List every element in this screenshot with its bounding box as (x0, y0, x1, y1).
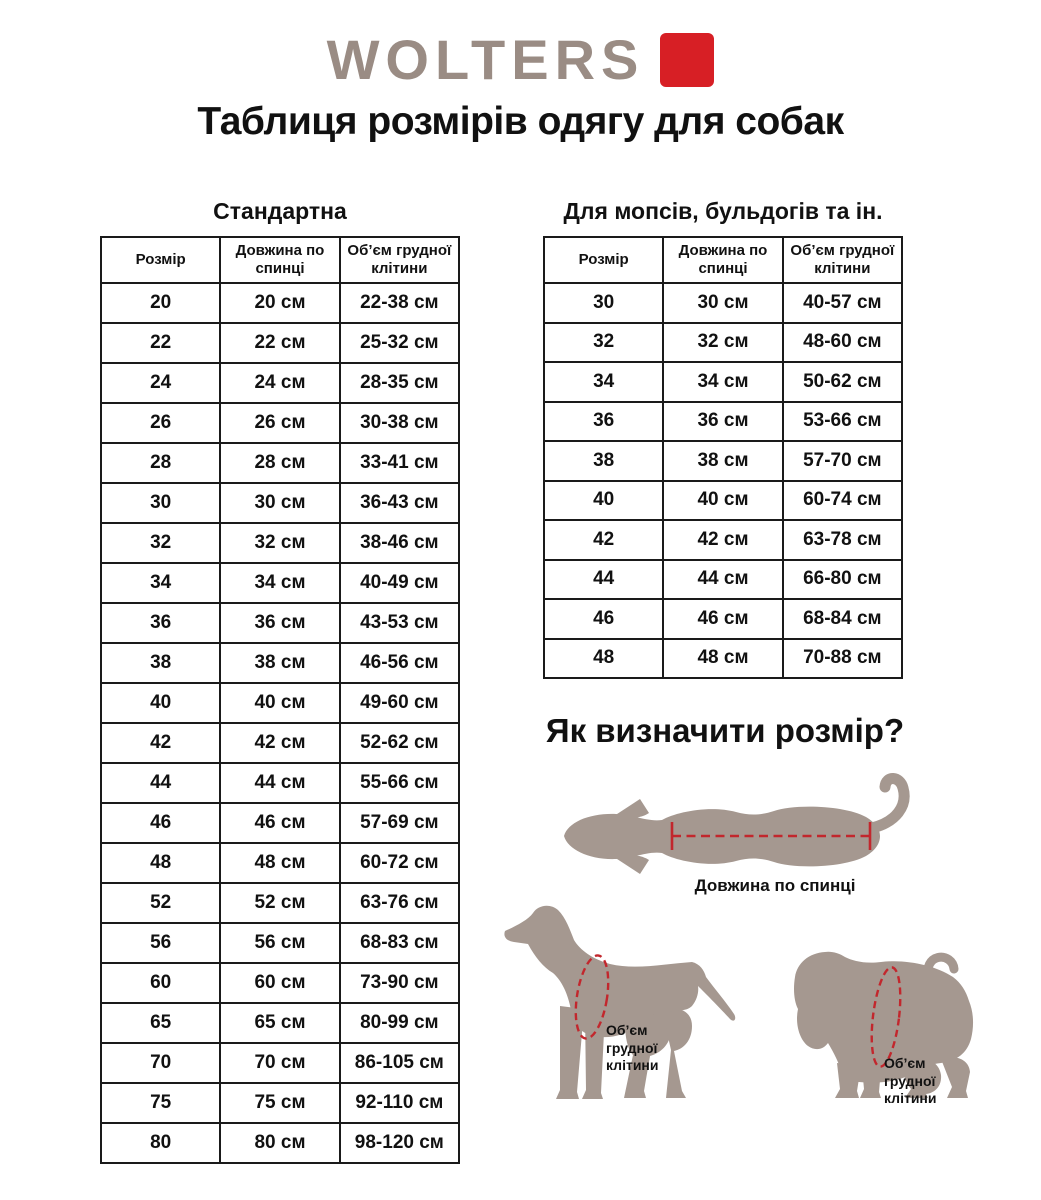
table-cell: 48 (101, 843, 220, 883)
table-cell: 48 см (220, 843, 339, 883)
table-cell: 26 (101, 403, 220, 443)
table-row (544, 520, 902, 560)
table-cell: 34 (544, 362, 663, 402)
table-cell: 40-57 см (783, 283, 902, 323)
table-cell: 40 см (220, 683, 339, 723)
table-cell: 52 см (220, 883, 339, 923)
table-row (544, 362, 902, 402)
table-cell: 36-43 см (340, 483, 459, 523)
standard-table-section (100, 196, 460, 1164)
table-cell: 73-90 см (340, 963, 459, 1003)
table-row (544, 441, 902, 481)
column-header-back-length: Довжина по спинці (663, 237, 782, 283)
table-cell: 53-66 см (783, 402, 902, 442)
table-row (101, 363, 459, 403)
table-cell: 75 см (220, 1083, 339, 1123)
table-cell: 32 см (220, 523, 339, 563)
table-cell: 48-60 см (783, 323, 902, 363)
table-row (101, 1003, 459, 1043)
table-cell: 75 (101, 1083, 220, 1123)
table-row (101, 603, 459, 643)
table-cell: 80 (101, 1123, 220, 1163)
table-row (101, 763, 459, 803)
column-header-size: Розмір (101, 237, 220, 283)
table-row (101, 443, 459, 483)
table-cell: 36 (101, 603, 220, 643)
table-row (544, 639, 902, 679)
table-cell: 42 см (663, 520, 782, 560)
table-cell: 32 см (663, 323, 782, 363)
header-row (544, 237, 902, 283)
table-row (101, 323, 459, 363)
table-cell: 46 (544, 599, 663, 639)
standard-table-title: Стандартна (213, 198, 347, 224)
table-cell: 70-88 см (783, 639, 902, 679)
dog-tail (872, 778, 904, 828)
table-cell: 98-120 см (340, 1123, 459, 1163)
table-cell: 42 (544, 520, 663, 560)
table-cell: 70 (101, 1043, 220, 1083)
table-cell: 80-99 см (340, 1003, 459, 1043)
table-cell: 28 (101, 443, 220, 483)
table-cell: 65 см (220, 1003, 339, 1043)
table-cell: 38 (101, 643, 220, 683)
table-row (101, 683, 459, 723)
table-cell: 49-60 см (340, 683, 459, 723)
table-row (544, 481, 902, 521)
dog-ear (614, 855, 649, 874)
table-cell: 36 см (663, 402, 782, 442)
table-cell: 30-38 см (340, 403, 459, 443)
table-row (101, 483, 459, 523)
dog-top-view-illustration (552, 772, 920, 878)
table-cell: 22 см (220, 323, 339, 363)
table-cell: 42 см (220, 723, 339, 763)
table-cell: 70 см (220, 1043, 339, 1083)
chest-label-left: Об’єм грудної клітини (606, 1022, 659, 1073)
table-cell: 44 (544, 560, 663, 600)
table-cell: 46 см (220, 803, 339, 843)
table-cell: 40 см (663, 481, 782, 521)
table-cell: 52-62 см (340, 723, 459, 763)
table-row (101, 1043, 459, 1083)
table-cell: 30 (101, 483, 220, 523)
chest-label-right: Об’єм грудної клітини (884, 1055, 937, 1106)
table-cell: 34 см (663, 362, 782, 402)
table-cell: 40 (101, 683, 220, 723)
table-cell: 34 см (220, 563, 339, 603)
table-cell: 38 см (220, 643, 339, 683)
table-cell: 34 (101, 563, 220, 603)
table-cell: 22-38 см (340, 283, 459, 323)
pugs-table-title: Для мопсів, бульдогів та ін. (563, 198, 883, 224)
table-row (544, 323, 902, 363)
table-cell: 20 см (220, 283, 339, 323)
table-cell: 92-110 см (340, 1083, 459, 1123)
table-cell: 50-62 см (783, 362, 902, 402)
header-row (101, 237, 459, 283)
table-cell: 43-53 см (340, 603, 459, 643)
table-cell: 44 (101, 763, 220, 803)
back-length-label: Довжина по спинці (694, 876, 856, 895)
table-cell: 22 (101, 323, 220, 363)
table-cell: 25-32 см (340, 323, 459, 363)
table-cell: 40 (544, 481, 663, 521)
table-cell: 68-84 см (783, 599, 902, 639)
pugs-table-section (543, 196, 903, 679)
table-row (101, 563, 459, 603)
table-cell: 60 (101, 963, 220, 1003)
table-cell: 60-72 см (340, 843, 459, 883)
table-cell: 57-70 см (783, 441, 902, 481)
table-cell: 30 (544, 283, 663, 323)
table-cell: 80 см (220, 1123, 339, 1163)
column-header-size: Розмір (544, 237, 663, 283)
table-row (544, 283, 902, 323)
table-cell: 38 см (663, 441, 782, 481)
table-cell: 33-41 см (340, 443, 459, 483)
column-header-back-length: Довжина по спинці (220, 237, 339, 283)
table-cell: 38 (544, 441, 663, 481)
table-cell: 20 (101, 283, 220, 323)
table-cell: 56 см (220, 923, 339, 963)
table-cell: 36 см (220, 603, 339, 643)
page-title: Таблиця розмірів одягу для собак (197, 100, 844, 143)
table-cell: 26 см (220, 403, 339, 443)
table-cell: 66-80 см (783, 560, 902, 600)
table-cell: 55-66 см (340, 763, 459, 803)
table-row (101, 1123, 459, 1163)
brand-logo (0, 28, 1041, 92)
table-row (544, 599, 902, 639)
table-cell: 36 (544, 402, 663, 442)
table-cell: 63-78 см (783, 520, 902, 560)
guide-title: Як визначити розмір? (545, 712, 905, 749)
table-row (101, 963, 459, 1003)
table-row (101, 843, 459, 883)
table-cell: 60-74 см (783, 481, 902, 521)
table-cell: 52 (101, 883, 220, 923)
table-cell: 46-56 см (340, 643, 459, 683)
column-header-chest: Об’єм грудної клітини (783, 237, 902, 283)
dog-ear (614, 799, 649, 818)
table-cell: 65 (101, 1003, 220, 1043)
column-header-chest: Об’єм грудної клітини (340, 237, 459, 283)
table-cell: 44 см (220, 763, 339, 803)
table-row (101, 643, 459, 683)
table-cell: 60 см (220, 963, 339, 1003)
table-cell: 30 см (220, 483, 339, 523)
table-cell: 46 (101, 803, 220, 843)
table-row (101, 1083, 459, 1123)
table-cell: 24 (101, 363, 220, 403)
table-row (101, 723, 459, 763)
table-cell: 57-69 см (340, 803, 459, 843)
table-cell: 42 (101, 723, 220, 763)
table-row (101, 803, 459, 843)
table-cell: 40-49 см (340, 563, 459, 603)
table-row (101, 883, 459, 923)
table-row (544, 560, 902, 600)
table-cell: 28 см (220, 443, 339, 483)
table-cell: 32 (544, 323, 663, 363)
table-row (101, 403, 459, 443)
table-row (101, 523, 459, 563)
table-cell: 48 см (663, 639, 782, 679)
table-cell: 48 (544, 639, 663, 679)
table-row (544, 402, 902, 442)
table-cell: 63-76 см (340, 883, 459, 923)
table-cell: 44 см (663, 560, 782, 600)
table-row (101, 923, 459, 963)
table-cell: 24 см (220, 363, 339, 403)
table-row (101, 283, 459, 323)
table-cell: 38-46 см (340, 523, 459, 563)
table-cell: 46 см (663, 599, 782, 639)
table-cell: 32 (101, 523, 220, 563)
brand-name: WOLTERS (326, 28, 645, 91)
brand-logo-square-icon (660, 33, 714, 87)
table-cell: 30 см (663, 283, 782, 323)
table-cell: 86-105 см (340, 1043, 459, 1083)
pugs-size-table (543, 236, 903, 679)
table-cell: 56 (101, 923, 220, 963)
table-cell: 68-83 см (340, 923, 459, 963)
standard-size-table (100, 236, 460, 1164)
table-cell: 28-35 см (340, 363, 459, 403)
